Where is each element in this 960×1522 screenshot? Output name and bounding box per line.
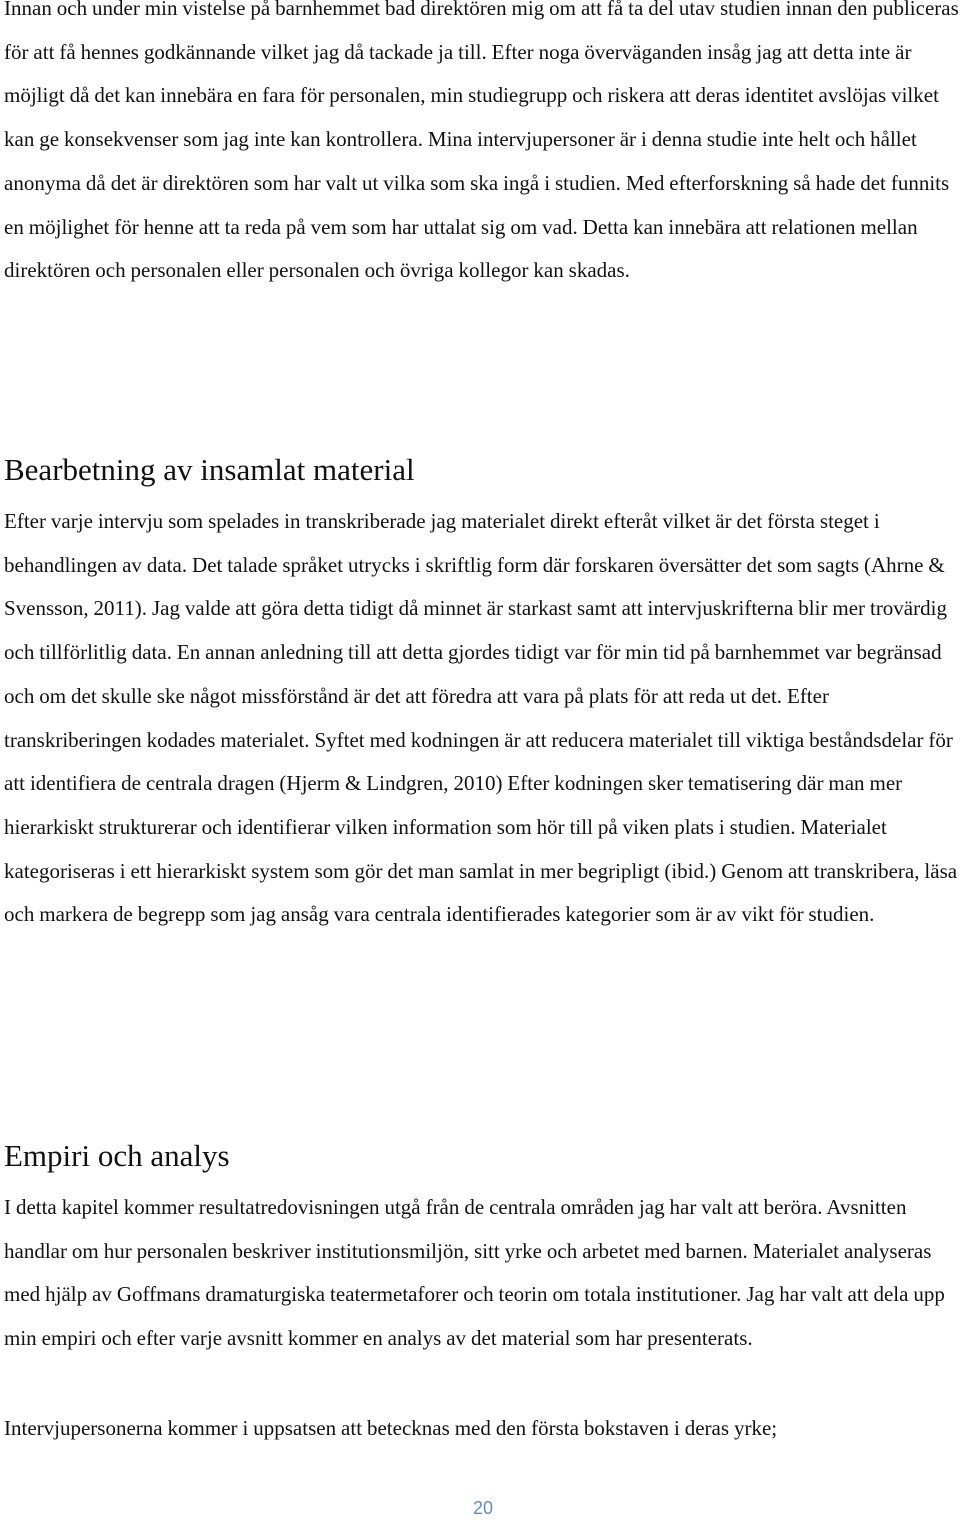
body-paragraph: Innan och under min vistelse på barnhemmet bad direktören mig om att få ta del utav studien innan den publiceras för att få hennes godkännande vilket jag då tackade ja till. Efter noga överväganden insåg jag att detta inte är möjligt då det kan innebära en fara för personalen, min studiegrupp och riskera att deras identitet avslöjas vilket kan ge konsekvenser som jag inte kan kontrollera. Mina intervjupersoner är i denna studie inte helt och hållet anonyma då det är direktören som har valt ut vilka som ska ingå i studien. Med efterforskning så hade det funnits en möjlighet för henne att ta reda på vem som har uttalat sig om vad. Detta kan innebära att relationen mellan direktören och personalen eller personalen och övriga kollegor kan skadas. [4,0,959,283]
section-heading: Bearbetning av insamlat material [4,452,415,487]
page-number: 20 [472,1498,494,1518]
body-paragraph: I detta kapitel kommer resultatredovisningen utgå från de centrala områden jag har valt att beröra. Avsnitten handlar om hur personalen beskriver institutionsmiljön, sitt yrke och arbetet med barnen. Materialet analyseras med hjälp av Goffmans dramaturgiska teatermetaforer och teorin om totala institutioner. Jag har valt att dela upp min empiri och efter varje avsnitt kommer en analys av det material som har presenterats. [4,1195,945,1351]
section-heading: Empiri och analys [4,1138,230,1173]
body-paragraph: Intervjupersonerna kommer i uppsatsen att betecknas med den första bokstaven i deras yrke; [4,1416,778,1440]
body-paragraph: Efter varje intervju som spelades in transkriberade jag materialet direkt efteråt vilket är det första steget i behandlingen av data. Det talade språket utrycks i skriftlig form där forskaren översätter det som sagts (Ahrne & Svensson, 2011). Jag valde att göra detta tidigt då minnet är starkast samt att intervjuskrifterna blir mer trovärdig och tillförlitlig data. En annan anledning till att detta gjordes tidigt var för min tid på barnhemmet var begränsad och om det skulle ske något missförstånd är det att föredra att vara på plats för att reda ut det. Efter transkriberingen kodades materialet. Syftet med kodningen är att reducera materialet till viktiga beståndsdelar för att identifiera de centrala dragen (Hjerm & Lindgren, 2010) Efter kodningen sker tematisering där man mer hierarkiskt strukturerar och identifierar vilken information som hör till på viken plats i studien. Materialet kategoriseras i ett hierarkiskt system som gör det man samlat in mer begripligt (ibid.) Genom att transkribera, läsa och markera de begrepp som jag ansåg vara centrala identifierades kategorier som är av vikt för studien. [4,509,958,927]
